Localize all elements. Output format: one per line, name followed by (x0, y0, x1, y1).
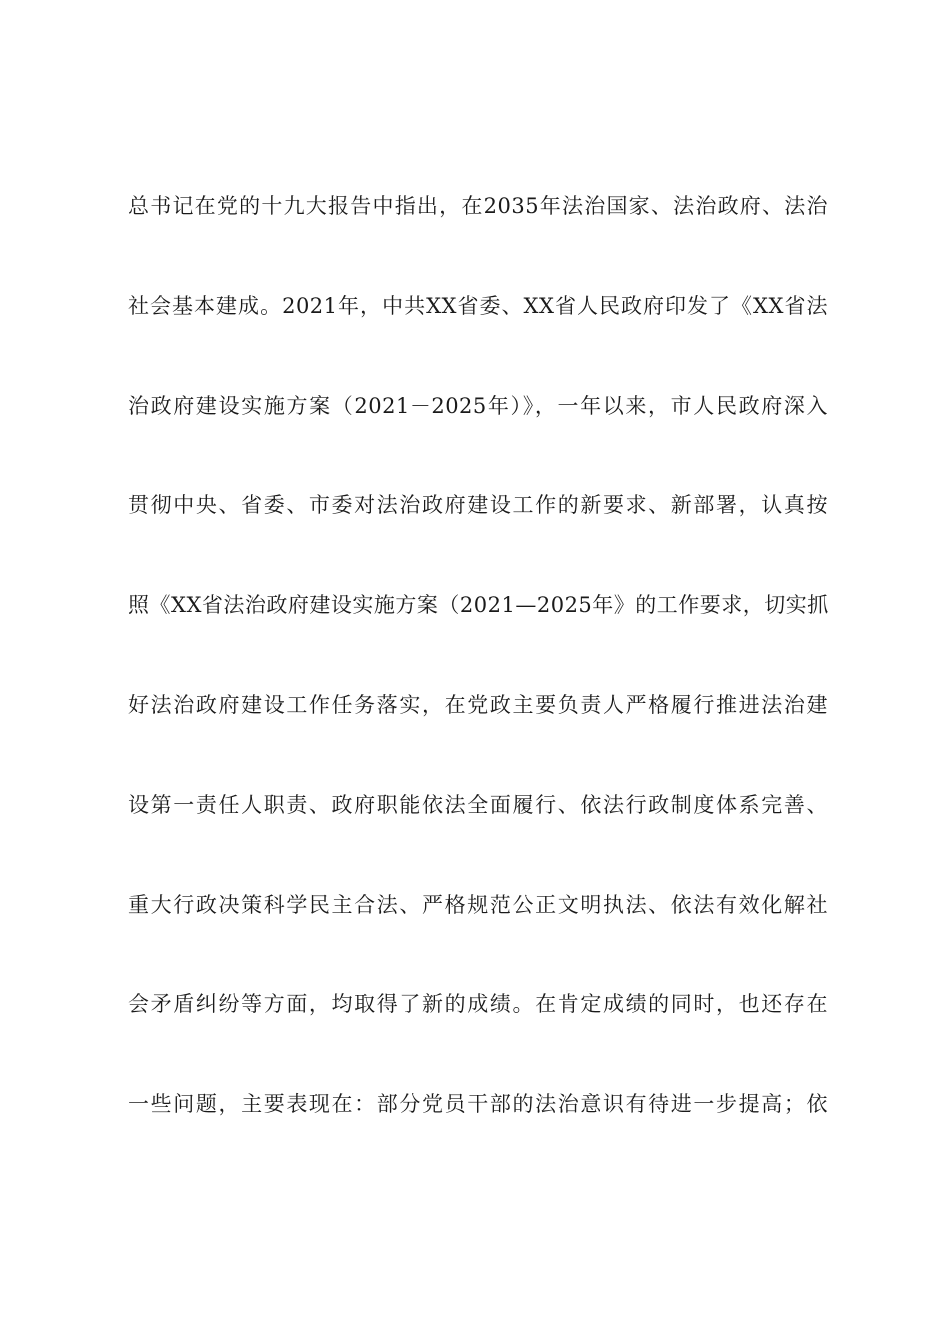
paragraph-line: 重大行政决策科学民主合法、严格规范公正文明执法、依法有效化解社 (128, 892, 828, 917)
paragraph-line: 好法治政府建设工作任务落实，在党政主要负责人严格履行推进法治建 (128, 692, 828, 717)
paragraph-line: 会矛盾纠纷等方面，均取得了新的成绩。在肯定成绩的同时，也还存在 (128, 992, 828, 1017)
paragraph-line: 治政府建设实施方案（2021－2025年）》，一年以来，市人民政府深入 (128, 393, 828, 418)
paragraph-line: 贯彻中央、省委、市委对法治政府建设工作的新要求、新部署，认真按 (128, 493, 828, 518)
paragraph-line: 照《XX省法治政府建设实施方案（2021—2025年》的工作要求，切实抓 (128, 593, 829, 618)
paragraph-line: 一些问题，主要表现在：部分党员干部的法治意识有待进一步提高；依 (128, 1092, 828, 1117)
paragraph-line: 设第一责任人职责、政府职能依法全面履行、依法行政制度体系完善、 (128, 792, 828, 817)
paragraph-line: 社会基本建成。2021年，中共XX省委、XX省人民政府印发了《XX省法 (128, 293, 828, 318)
body-paragraph (128, 186, 828, 1184)
paragraph-line: 总书记在党的十九大报告中指出，在2035年法治国家、法治政府、法治 (128, 194, 828, 218)
